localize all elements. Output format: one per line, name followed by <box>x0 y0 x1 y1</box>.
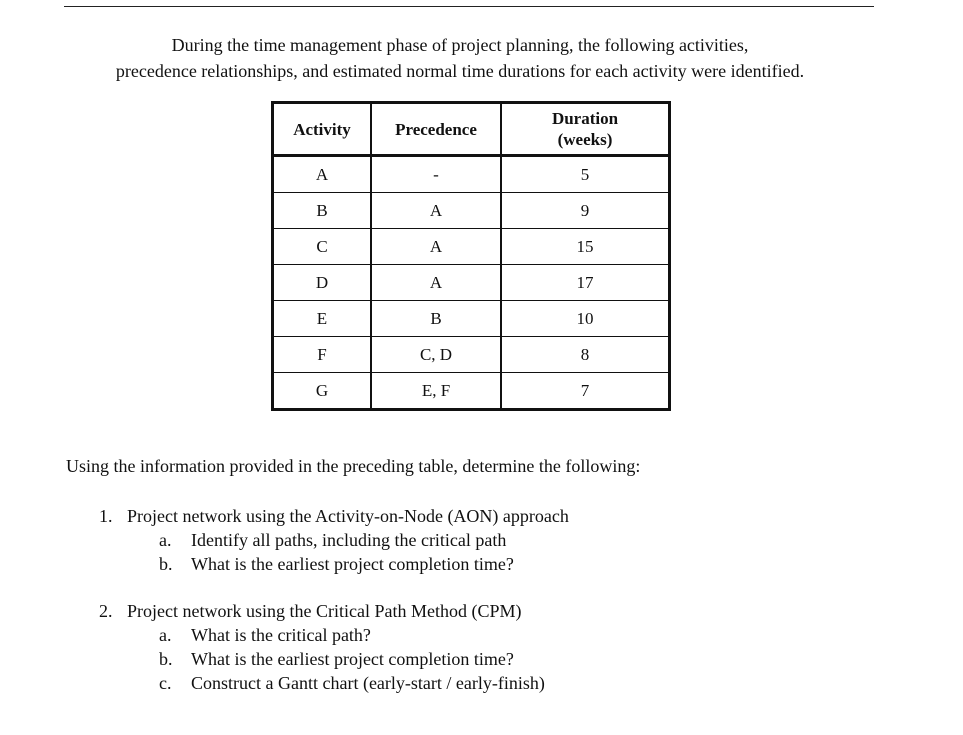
cell-duration: 7 <box>501 373 670 410</box>
sub-text: Construct a Gantt chart (early-start / early-finish) <box>191 673 545 693</box>
header-duration-line1: Duration <box>551 109 619 128</box>
cell-activity: C <box>273 229 372 265</box>
table-row <box>273 373 670 410</box>
question-2-sub-b <box>99 647 545 671</box>
sub-letter: c. <box>159 673 172 693</box>
cell-precedence: A <box>371 229 501 265</box>
intro-line-2: precedence relationships, and estimated normal time durations for each activity were identified. <box>115 61 805 81</box>
intro-line-1: During the time management phase of project planning, the following activities, <box>171 35 749 55</box>
cell-precedence: C, D <box>371 337 501 373</box>
question-text: Project network using the Critical Path Method (CPM) <box>127 601 522 621</box>
top-divider <box>64 6 874 7</box>
header-duration <box>501 103 670 156</box>
table-row <box>273 156 670 193</box>
intro-paragraph <box>60 32 860 84</box>
question-1-sub-b <box>99 552 569 576</box>
sub-letter: b. <box>159 649 173 669</box>
table-row <box>273 229 670 265</box>
sub-text: What is the earliest project completion time? <box>191 554 514 574</box>
sub-text: Identify all paths, including the critical path <box>191 530 507 550</box>
table-row <box>273 265 670 301</box>
cell-activity: A <box>273 156 372 193</box>
sub-letter: a. <box>159 530 172 550</box>
cell-activity: B <box>273 193 372 229</box>
cell-duration: 9 <box>501 193 670 229</box>
cell-precedence: - <box>371 156 501 193</box>
cell-duration: 10 <box>501 301 670 337</box>
question-text: Project network using the Activity-on-Node (AON) approach <box>127 506 569 526</box>
sub-text: What is the critical path? <box>191 625 371 645</box>
cell-activity: F <box>273 337 372 373</box>
question-number: 1. <box>99 506 113 526</box>
question-2-sub-c <box>99 671 545 695</box>
question-2-title <box>99 599 545 623</box>
header-duration-line2: (weeks) <box>557 130 613 149</box>
cell-activity: G <box>273 373 372 410</box>
cell-precedence: E, F <box>371 373 501 410</box>
question-2 <box>99 599 545 695</box>
header-precedence: Precedence <box>371 103 501 156</box>
table-header-row <box>273 103 670 156</box>
cell-duration: 15 <box>501 229 670 265</box>
cell-duration: 5 <box>501 156 670 193</box>
sub-letter: a. <box>159 625 172 645</box>
sub-letter: b. <box>159 554 173 574</box>
cell-duration: 17 <box>501 265 670 301</box>
header-activity: Activity <box>273 103 372 156</box>
cell-precedence: B <box>371 301 501 337</box>
table-row <box>273 193 670 229</box>
cell-duration: 8 <box>501 337 670 373</box>
question-2-sub-a <box>99 623 545 647</box>
cell-activity: D <box>273 265 372 301</box>
cell-activity: E <box>273 301 372 337</box>
table-row <box>273 301 670 337</box>
question-1-sub-a <box>99 528 569 552</box>
question-1 <box>99 504 569 576</box>
table-row <box>273 337 670 373</box>
activity-table <box>271 101 671 411</box>
question-1-title <box>99 504 569 528</box>
cell-precedence: A <box>371 265 501 301</box>
instructions-lead: Using the information provided in the preceding table, determine the following: <box>66 456 641 476</box>
cell-precedence: A <box>371 193 501 229</box>
sub-text: What is the earliest project completion time? <box>191 649 514 669</box>
question-number: 2. <box>99 601 113 621</box>
